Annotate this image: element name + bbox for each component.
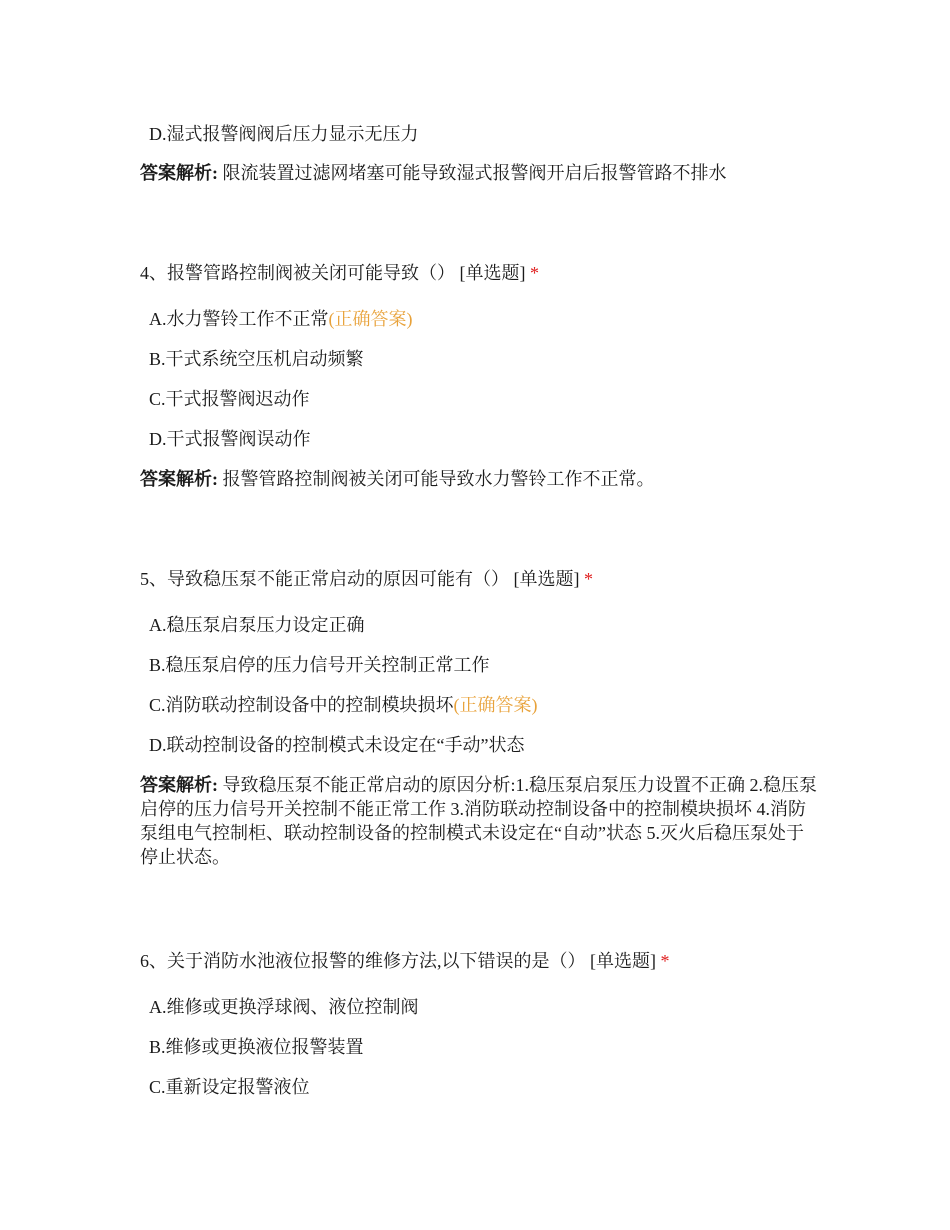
q4-option-a	[149, 308, 413, 330]
required-mark: *	[660, 951, 670, 971]
option-text: A.水力警铃工作不正常	[149, 309, 329, 329]
q6-option-c: C.重新设定报警液位	[149, 1077, 310, 1097]
question-type: [单选题]	[459, 263, 526, 283]
correct-answer-tag: (正确答案)	[328, 309, 413, 329]
question-title: 5、导致稳压泵不能正常启动的原因可能有（）	[140, 569, 509, 589]
analysis-text: 限流装置过滤网堵塞可能导致湿式报警阀开启后报警管路不排水	[222, 163, 727, 183]
required-mark: *	[530, 263, 539, 283]
q5-option-a: A.稳压泵启泵压力设定正确	[149, 615, 365, 635]
q4-option-d: D.干式报警阀误动作	[149, 429, 311, 449]
question-title: 6、关于消防水池液位报警的维修方法,以下错误的是（）	[140, 951, 586, 971]
q5-analysis	[140, 773, 820, 869]
option-text: C.消防联动控制设备中的控制模块损坏	[149, 695, 454, 715]
question-title: 4、报警管路控制阀被关闭可能导致（）	[140, 263, 455, 283]
q5-option-d: D.联动控制设备的控制模式未设定在“手动”状态	[149, 735, 525, 755]
question-type: [单选题]	[590, 951, 656, 971]
required-mark: *	[584, 569, 593, 589]
q5-title	[140, 568, 593, 590]
q5-option-c	[149, 694, 538, 716]
q6-title	[140, 950, 670, 972]
q4-option-b: B.干式系统空压机启动频繁	[149, 349, 364, 369]
q6-option-a: A.维修或更换浮球阀、液位控制阀	[149, 997, 419, 1017]
q4-title	[140, 262, 539, 284]
analysis-label: 答案解析:	[140, 775, 218, 795]
q4-option-c: C.干式报警阀迟动作	[149, 389, 310, 409]
q3-option-d: D.湿式报警阀阀后压力显示无压力	[149, 124, 419, 144]
q6-option-b: B.维修或更换液位报警装置	[149, 1037, 364, 1057]
q3-analysis	[140, 162, 727, 184]
question-type: [单选题]	[513, 569, 580, 589]
correct-answer-tag: (正确答案)	[453, 695, 538, 715]
q5-option-b: B.稳压泵启停的压力信号开关控制正常工作	[149, 655, 490, 675]
analysis-label: 答案解析:	[140, 469, 218, 489]
q4-analysis	[140, 468, 655, 490]
analysis-text: 报警管路控制阀被关闭可能导致水力警铃工作不正常。	[222, 469, 655, 489]
analysis-label: 答案解析:	[140, 163, 218, 183]
analysis-text: 导致稳压泵不能正常启动的原因分析:1.稳压泵启泵压力设置不正确 2.稳压泵启停的压力信号开关控制不能正常工作 3.消防联动控制设备中的控制模块损坏 4.消防泵组电气控制柜、联动控制设备的控制模式未设定在“自动”状态 5.灭火后稳压泵处于停止状态。	[140, 775, 817, 867]
